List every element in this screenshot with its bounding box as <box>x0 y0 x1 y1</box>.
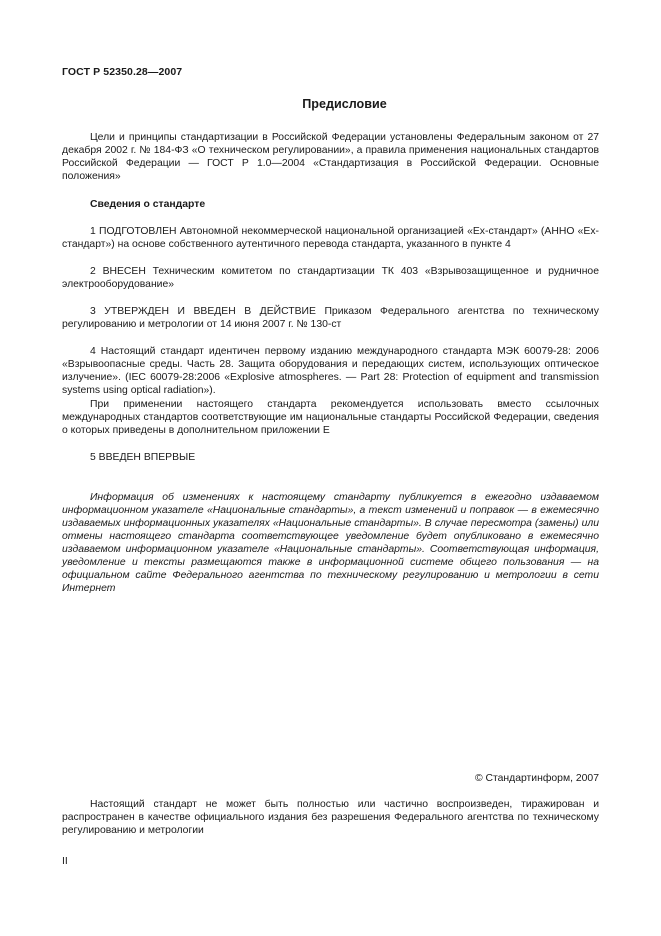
item-5 <box>62 451 599 464</box>
item-1 <box>62 225 599 251</box>
notice-text: Информация об изменениях к настоящему стандарту публикуется в ежегодно издаваемом информационном указателе «Национальные стандарты», а текст изменений и поправок — в ежемесячно издаваемых информационных указателях «Национальные стандарты». В случае пересмотра (замены) или отмены настоящего стандарта соответствующее уведомление будет опубликовано в ежемесячно издаваемом информационном указателе «Национальные стандарты». Соответствующая информация, уведомление и тексты размещаются также в информационной системе общего пользования — на официальном сайте Федерального агентства по техническому регулированию и метрологии в сети Интернет <box>62 492 599 594</box>
section-title: Предисловие <box>302 97 387 111</box>
item-4 <box>62 345 599 397</box>
notice-paragraph <box>62 491 599 595</box>
item-5-text: 5 ВВЕДЕН ВПЕРВЫЕ <box>90 452 196 463</box>
item-2 <box>62 265 599 291</box>
item-4-note <box>62 398 599 437</box>
item-4-text: 4 Настоящий стандарт идентичен первому изданию международного стандарта МЭК 60079-28: 2006 «Взрывоопасные среды. Часть 28. Защита оборудования и передающих систем, использующих оптическое излучение». (IEC 60079-28:2006 «Explosive atmospheres. — Part 28: Protection of equipment and transmission systems using optical radiation»). <box>62 346 599 396</box>
item-3-text: 3 УТВЕРЖДЕН И ВВЕДЕН В ДЕЙСТВИЕ Приказом Федерального агентства по техническому регулированию и метрологии от 14 июня 2007 г. № 130-ст <box>62 306 599 330</box>
item-2-text: 2 ВНЕСЕН Техническим комитетом по стандартизации ТК 403 «Взрывозащищенное и рудничное электрооборудование» <box>62 266 599 290</box>
rights-paragraph <box>62 798 599 837</box>
item-1-text: 1 ПОДГОТОВЛЕН Автономной некоммерческой национальной организацией «Ех-стандарт» (АННО «Ех-стандарт») на основе собственного аутентичного перевода стандарта, указанного в пункте 4 <box>62 226 599 250</box>
page-number: II <box>62 856 68 867</box>
copyright: © Стандартинформ, 2007 <box>474 773 599 784</box>
rights-text: Настоящий стандарт не может быть полностью или частично воспроизведен, тиражирован и распространен в качестве официального издания без разрешения Федерального агентства по техническому регулированию и метрологии <box>62 799 599 836</box>
document-code: ГОСТ Р 52350.28—2007 <box>62 66 183 78</box>
intro-paragraph <box>62 131 599 183</box>
item-4-note-text: При применении настоящего стандарта рекомендуется использовать вместо ссылочных международных стандартов соответствующие им национальные стандарты Российской Федерации, сведения о которых приведены в дополнительном приложении Е <box>62 399 599 436</box>
intro-text: Цели и принципы стандартизации в Российской Федерации установлены Федеральным законом от 27 декабря 2002 г. № 184-ФЗ «О техническом регулировании», а правила применения национальных стандартов Российской Федерации — ГОСТ Р 1.0—2004 «Стандартизация в Российской Федерации. Основные положения» <box>62 132 599 182</box>
item-3 <box>62 305 599 331</box>
info-heading: Сведения о стандарте <box>90 199 206 210</box>
